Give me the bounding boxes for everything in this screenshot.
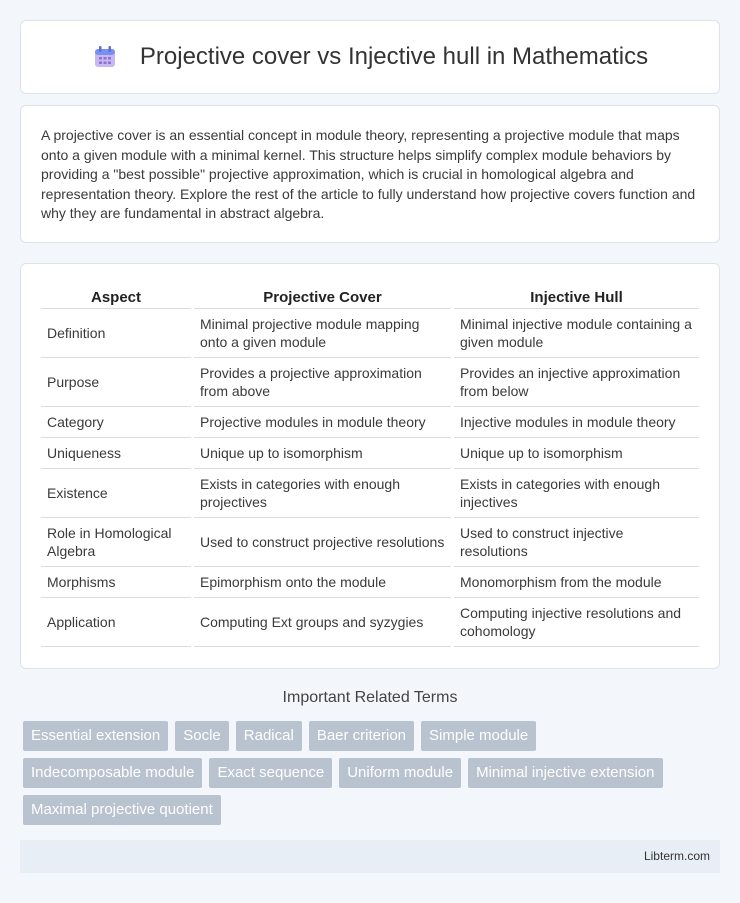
- table-cell: Epimorphism onto the module: [194, 567, 451, 598]
- table-cell: Application: [41, 598, 191, 647]
- header-aspect: Aspect: [41, 284, 191, 309]
- calendar-icon: [92, 44, 118, 70]
- header-injective-hull: Injective Hull: [454, 284, 699, 309]
- table-row: [41, 407, 699, 438]
- table-row: [41, 309, 699, 358]
- tag-baer-criterion[interactable]: Baer criterion: [309, 721, 414, 751]
- footer-link[interactable]: Libterm.com: [643, 849, 710, 863]
- table-cell: Definition: [41, 309, 191, 358]
- related-terms: [23, 721, 723, 832]
- table-row: [41, 469, 699, 518]
- table-cell: Exists in categories with enough injectives: [454, 469, 699, 518]
- tag-uniform-module[interactable]: Uniform module: [339, 758, 461, 788]
- tag-socle[interactable]: Socle: [175, 721, 229, 751]
- footer: [20, 840, 720, 873]
- table-cell: Category: [41, 407, 191, 438]
- table-cell: Morphisms: [41, 567, 191, 598]
- table-row: [41, 438, 699, 469]
- page-title: Projective cover vs Injective hull in Mathematics: [139, 43, 649, 70]
- table-cell: Minimal projective module mapping onto a given module: [194, 309, 451, 358]
- table-cell: Purpose: [41, 358, 191, 407]
- table-cell: Used to construct injective resolutions: [454, 518, 699, 567]
- table-cell: Projective modules in module theory: [194, 407, 451, 438]
- table-row: [41, 567, 699, 598]
- tag-essential-extension[interactable]: Essential extension: [23, 721, 168, 751]
- table-cell: Unique up to isomorphism: [454, 438, 699, 469]
- table-cell: Monomorphism from the module: [454, 567, 699, 598]
- tag-exact-sequence[interactable]: Exact sequence: [209, 758, 332, 788]
- table-cell: Injective modules in module theory: [454, 407, 699, 438]
- table-row: [41, 358, 699, 407]
- table-cell: Exists in categories with enough projectives: [194, 469, 451, 518]
- table-cell: Computing Ext groups and syzygies: [194, 598, 451, 647]
- comparison-table: [38, 284, 702, 647]
- intro-card: [20, 105, 720, 243]
- intro-text: A projective cover is an essential concept in module theory, representing a projective module that maps onto a given module with a minimal kernel. This structure helps simplify complex module behaviors by providing a "best possible" projective approximation, which is crucial in homological algebra and representation theory. Explore the rest of the article to fully understand how projective covers function and why they are fundamental in abstract algebra.: [41, 127, 696, 222]
- table-row: [41, 598, 699, 647]
- tag-maximal-projective-quotient[interactable]: Maximal projective quotient: [23, 795, 221, 825]
- tag-radical[interactable]: Radical: [236, 721, 302, 751]
- table-cell: Role in Homological Algebra: [41, 518, 191, 567]
- table-cell: Used to construct projective resolutions: [194, 518, 451, 567]
- related-terms-title: Important Related Terms: [282, 689, 458, 706]
- comparison-card: [20, 263, 720, 669]
- tag-simple-module[interactable]: Simple module: [421, 721, 536, 751]
- table-cell: Minimal injective module containing a given module: [454, 309, 699, 358]
- table-cell: Unique up to isomorphism: [194, 438, 451, 469]
- table-cell: Existence: [41, 469, 191, 518]
- tag-minimal-injective-extension[interactable]: Minimal injective extension: [468, 758, 662, 788]
- header-projective-cover: Projective Cover: [194, 284, 451, 309]
- table-row: [41, 518, 699, 567]
- table-cell: Provides a projective approximation from above: [194, 358, 451, 407]
- table-cell: Uniqueness: [41, 438, 191, 469]
- tag-indecomposable-module[interactable]: Indecomposable module: [23, 758, 202, 788]
- table-cell: Provides an injective approximation from below: [454, 358, 699, 407]
- table-cell: Computing injective resolutions and cohomology: [454, 598, 699, 647]
- title-card: [20, 20, 720, 94]
